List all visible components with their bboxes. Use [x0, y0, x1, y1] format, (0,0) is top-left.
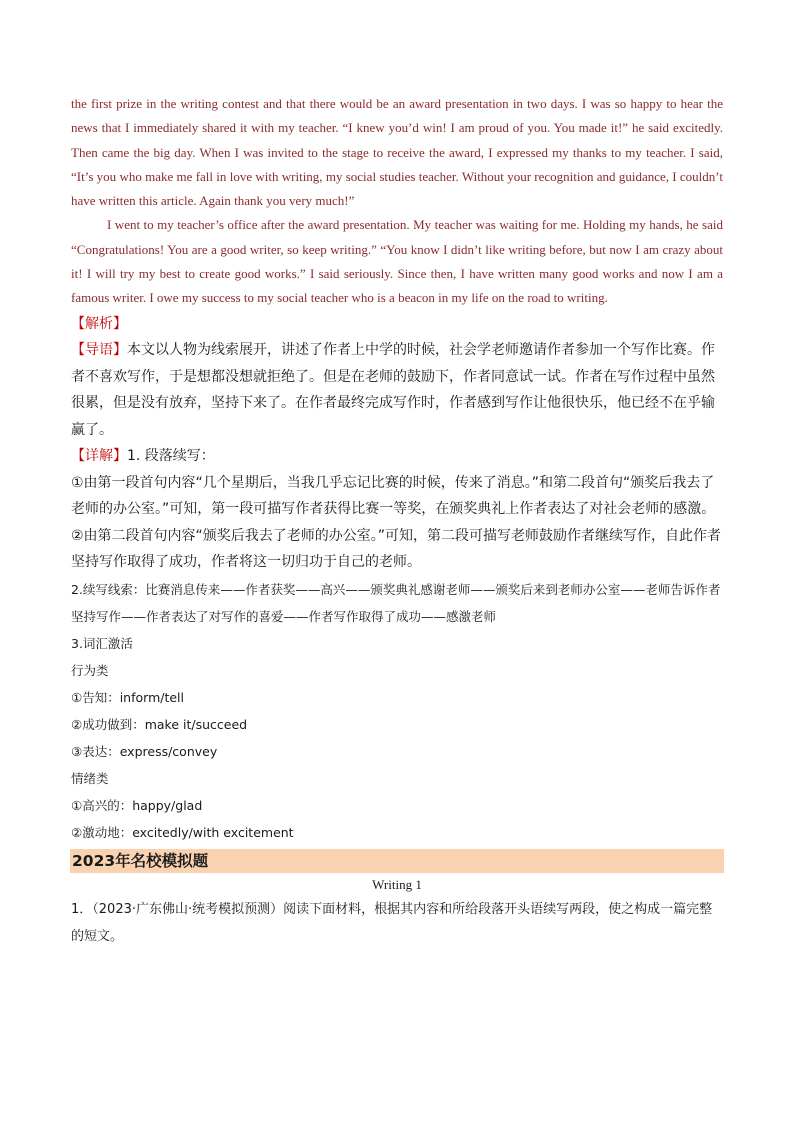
- guide-label: 【导语】: [71, 342, 127, 359]
- behavior-item: ②成功做到：make it/succeed: [71, 716, 248, 732]
- document-page: [71, 92, 723, 950]
- writing-title: Writing 1: [372, 876, 422, 892]
- behavior-item: ③表达：express/convey: [71, 743, 218, 759]
- detail-heading: 1. 段落续写：: [127, 448, 215, 465]
- behavior-heading: 行为类: [71, 662, 109, 678]
- detail-heading-row: [71, 443, 723, 470]
- section-header-band: [70, 849, 724, 873]
- question-text: 1．（2023·广东佛山·统考模拟预测）阅读下面材料，根据其内容和所给段落开头语续写两段，使之构成一篇完整的短文。: [71, 901, 713, 944]
- guide-text: 本文以人物为线索展开，讲述了作者上中学的时候，社会学老师邀请作者参加一个写作比赛。作者不喜欢写作，于是想都没想就拒绝了。但是在老师的鼓励下，作者同意试一试。作者在写作过程中虽然很累，但是没有放弃，坚持下来了。在作者最终完成写作时，作者感到写作让他很快乐，他已经不在乎输赢了。: [71, 342, 715, 438]
- continuation-clue: 2.续写线索：比赛消息传来——作者获奖——高兴——颁奖典礼感谢老师——颁奖后来到老师办公室——老师告诉作者坚持写作——作者表达了对写作的喜爱——作者写作取得了成功——感激老师: [71, 581, 721, 624]
- section-title: 2023年名校模拟题: [72, 851, 209, 870]
- detail-point-2: ②由第二段首句内容“颁奖后我去了老师的办公室。”可知，第二段可描写老师鼓励作者继续写作，自此作者坚持写作取得了成功，作者将这一切归功于自己的老师。: [71, 527, 722, 571]
- guide-paragraph: [71, 337, 723, 443]
- emotion-heading: 情绪类: [71, 770, 109, 786]
- behavior-item: ①告知：inform/tell: [71, 689, 184, 705]
- detail-point-1: ①由第一段首句内容“几个星期后，当我几乎忘记比赛的时候，传来了消息。”和第二段首句“颁奖后我去了老师的办公室。”可知，第一段可描写作者获得比赛一等奖，在颁奖典礼上作者表达了对社会老师的感激。: [71, 474, 716, 518]
- vocab-heading: 3.词汇激活: [71, 635, 133, 651]
- emotion-item: ②激动地：excitedly/with excitement: [71, 824, 294, 840]
- emotion-item: ①高兴的：happy/glad: [71, 797, 203, 813]
- essay-paragraph-1: the first prize in the writing contest and that there would be an award presentation in two days. I was so happy to hear the news that I immediately shared it with my teacher. “I knew you’d win! I am proud of you. You made it!” he said excitedly. Then came the big day. When I was invited to the stage to receive the award, I expressed my thanks to my teacher. I said, “It’s you who make me fall in love with writing, my social studies teacher. Without your recognition and guidance, I couldn’t have written this article. Again thank you very much!”: [71, 96, 723, 209]
- detail-label: 【详解】: [71, 448, 127, 465]
- analysis-label-text: 【解析】: [71, 315, 127, 332]
- analysis-label: [71, 311, 723, 338]
- essay-paragraph-2: I went to my teacher’s office after the award presentation. My teacher was waiting for me. Holding my hands, he said “Congratulations! You are a good writer, so keep writing.” “You know I didn’t like writing before, but now I am crazy about it! I will try my best to create good works.” I said seriously. Since then, I have written many good works and now I am a famous writer. I owe my success to my social teacher who is a beacon in my life on the road to writing.: [71, 217, 723, 306]
